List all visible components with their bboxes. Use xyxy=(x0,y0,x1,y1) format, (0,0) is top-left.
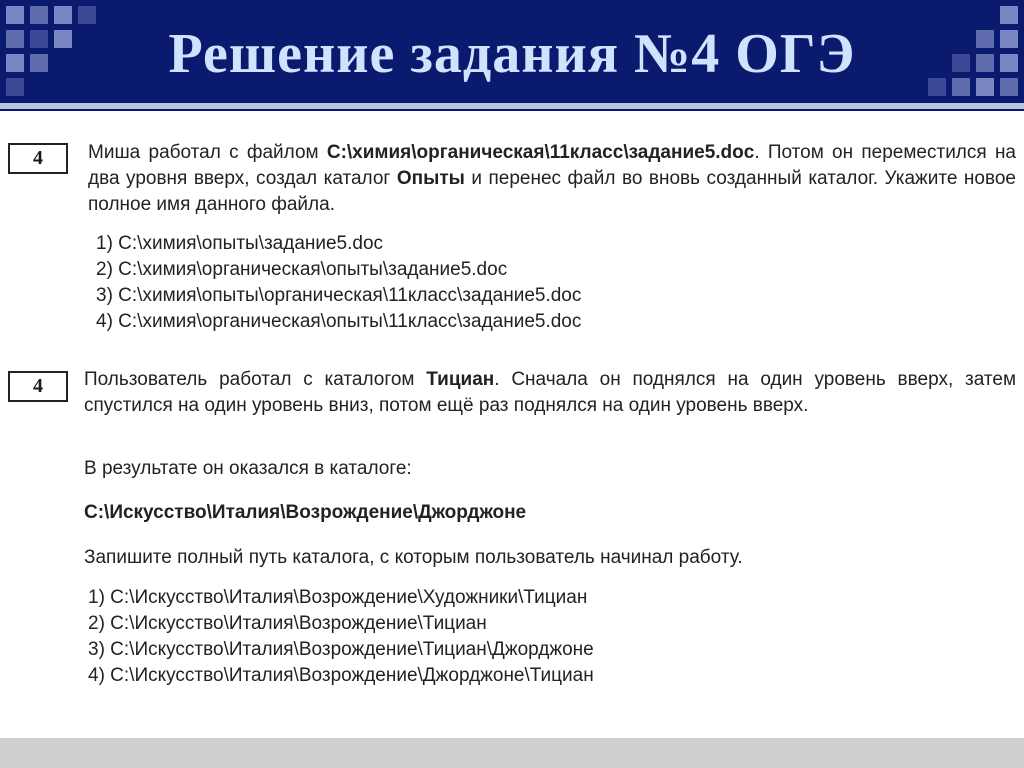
task2-instruction: Запишите полный путь каталога, с которым пользователь начинал работу. xyxy=(84,547,743,568)
task-number-badge xyxy=(8,143,68,174)
task2-text: . Сначала он поднялся на один уровень вверх, затем спустился на один уровень вниз, потом ещё раз поднялся на один уровень вверх. xyxy=(84,369,1017,416)
task-number: 4 xyxy=(33,147,43,169)
task1-text: Миша работал с файлом xyxy=(88,142,327,163)
answer-option: 1) C:\химия\опыты\задание5.doc xyxy=(96,233,384,254)
answer-option: 2) C:\Искусство\Италия\Возрождение\Тициан xyxy=(88,613,487,634)
task1-answer-list xyxy=(96,231,581,335)
answer-option: 4) C:\химия\органическая\опыты\11класс\задание5.doc xyxy=(96,311,582,332)
task-number: 4 xyxy=(33,375,43,397)
task1-text: . Потом он переместился на два уровня вверх, создал каталог xyxy=(88,142,1017,189)
task2-result-path: C:\Искусство\Италия\Возрождение\Джорджоне xyxy=(84,502,527,523)
answer-option: 3) C:\Искусство\Италия\Возрождение\Тициан\Джорджоне xyxy=(88,639,594,660)
answer-option: 4) C:\Искусство\Италия\Возрождение\Джорджоне\Тициан xyxy=(88,665,594,686)
slide-header xyxy=(0,0,1024,103)
task2-result-label: В результате он оказался в каталоге: xyxy=(84,458,412,479)
task-number-badge xyxy=(8,371,68,402)
task1-file-path: C:\химия\органическая\11класс\задание5.doc xyxy=(326,142,755,163)
task2-answer-list xyxy=(88,585,594,689)
answer-option: 2) C:\химия\органическая\опыты\задание5.doc xyxy=(96,259,508,280)
task2-catalog-name: Тициан xyxy=(426,369,495,390)
header-divider-line xyxy=(0,109,1024,111)
slide-title: Решение задания №4 ОГЭ xyxy=(168,23,856,85)
answer-option: 3) C:\химия\опыты\органическая\11класс\задание5.doc xyxy=(96,285,582,306)
answer-option: 1) C:\Искусство\Италия\Возрождение\Художники\Тициан xyxy=(88,587,588,608)
task1-question xyxy=(88,140,1016,218)
bottom-bar xyxy=(0,738,1024,768)
task1-text: и перенес файл во вновь созданный каталог. Укажите новое полное имя данного файла. xyxy=(88,168,1016,215)
task1-folder-name: Опыты xyxy=(396,168,465,189)
task2-question xyxy=(84,367,1016,419)
task2-text: Пользователь работал с каталогом xyxy=(84,369,427,390)
